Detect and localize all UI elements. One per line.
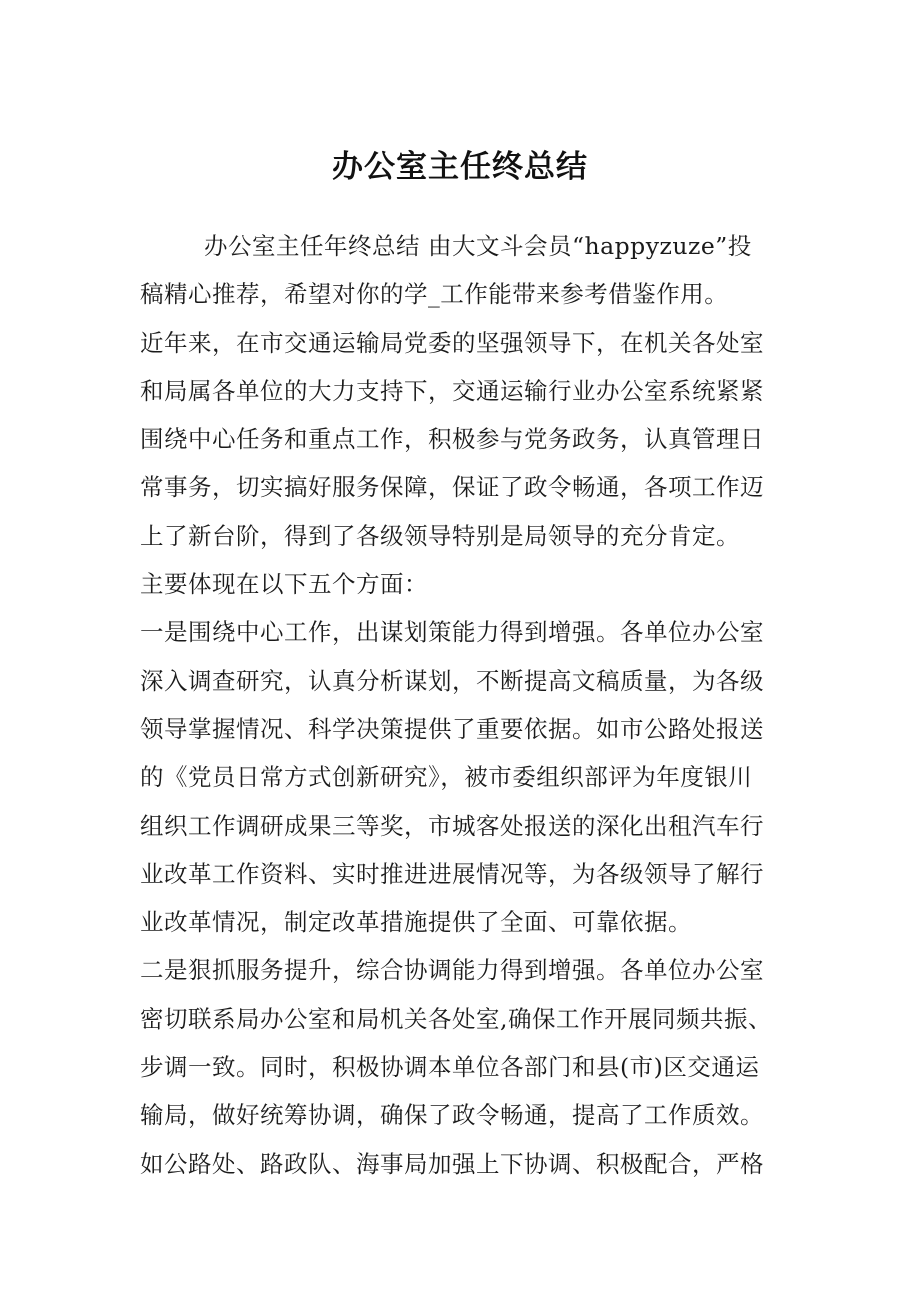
body-line: 和局属各单位的大力支持下，交通运输行业办公室系统紧紧 — [140, 376, 764, 405]
body-line: 常事务，切实搞好服务保障，保证了政令畅通，各项工作迈 — [140, 473, 764, 502]
body-line: 稿精心推荐，希望对你的学_工作能带来参考借鉴作用。 — [140, 280, 729, 309]
body-line: 步调一致。同时，积极协调本单位各部门和县(市)区交通运 — [140, 1053, 760, 1082]
document-title: 办公室主任终总结 — [332, 149, 588, 185]
body-line: 业改革情况，制定改革措施提供了全面、可靠依据。 — [140, 908, 692, 937]
body-line: 深入调查研究，认真分析谋划，不断提高文稿质量，为各级 — [140, 666, 764, 695]
body-line: 主要体现在以下五个方面： — [140, 570, 428, 599]
body-line: 组织工作调研成果三等奖，市城客处报送的深化出租汽车行 — [140, 811, 764, 840]
body-line: 一是围绕中心工作，出谋划策能力得到增强。各单位办公室 — [140, 618, 764, 647]
body-line: 二是狠抓服务提升，综合协调能力得到增强。各单位办公室 — [140, 956, 764, 985]
body-line: 输局，做好统筹协调，确保了政令畅通，提高了工作质效。 — [140, 1101, 764, 1130]
body-line: 如公路处、路政队、海事局加强上下协调、积极配合，严格 — [140, 1149, 764, 1178]
document-body — [140, 222, 800, 1188]
body-line: 近年来，在市交通运输局党委的坚强领导下，在机关各处室 — [140, 328, 764, 357]
body-line: 的《党员日常方式创新研究》，被市委组织部评为年度银川 — [140, 763, 753, 792]
body-line: 办公室主任年终总结 由大文斗会员“happyzuze”投 — [204, 232, 752, 260]
body-line: 密切联系局办公室和局机关各处室,确保工作开展同频共振、 — [140, 1004, 772, 1033]
body-line: 领导掌握情况、科学决策提供了重要依据。如市公路处报送 — [140, 714, 764, 743]
body-line: 业改革工作资料、实时推进进展情况等，为各级领导了解行 — [140, 859, 764, 888]
body-line: 围绕中心任务和重点工作，积极参与党务政务，认真管理日 — [140, 425, 764, 454]
body-line: 上了新台阶，得到了各级领导特别是局领导的充分肯定。 — [140, 521, 740, 550]
